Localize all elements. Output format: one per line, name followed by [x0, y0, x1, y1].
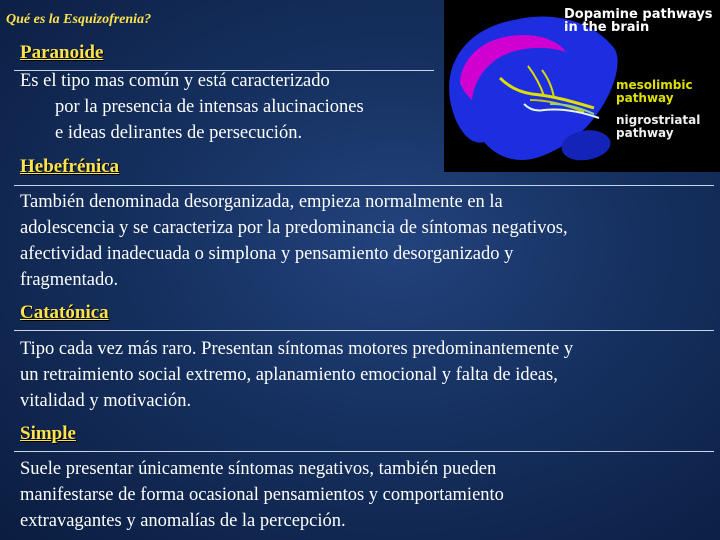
- text-hebefrenica: [20, 189, 568, 293]
- heading-simple: Simple: [20, 423, 76, 444]
- mesolimbic-label-1: mesolimbic: [616, 78, 693, 92]
- text-line: un retraimiento social extremo, aplanamiento emocional y falta de ideas,: [20, 365, 558, 385]
- slide-title: Qué es la Esquizofrenia?: [6, 12, 152, 27]
- heading-paranoide: Paranoide: [20, 42, 104, 63]
- text-line: e ideas delirantes de persecución.: [55, 123, 303, 143]
- figure-title-1: Dopamine pathways: [564, 7, 713, 22]
- brain-diagram: [444, 0, 720, 172]
- nigrostriatal-label-2: pathway: [616, 126, 674, 140]
- text-line: adolescencia y se caracteriza por la predominancia de síntomas negativos,: [20, 218, 568, 238]
- divider: [14, 185, 714, 186]
- text-simple: [20, 456, 504, 534]
- text-line: Tipo cada vez más raro. Presentan síntomas motores predominantemente y: [20, 339, 574, 359]
- text-line: por la presencia de intensas alucinaciones: [55, 97, 364, 117]
- text-line: Suele presentar únicamente síntomas negativos, también pueden: [20, 459, 497, 479]
- text-line: fragmentado.: [20, 270, 119, 290]
- text-line: afectividad inadecuada o simplona y pensamiento desorganizado y: [20, 244, 514, 264]
- text-line: extravagantes y anomalías de la percepción.: [20, 511, 346, 531]
- mesolimbic-label-2: pathway: [616, 91, 674, 105]
- heading-catatonica: Catatónica: [20, 302, 109, 323]
- divider: [14, 330, 714, 331]
- heading-hebefrenica: Hebefrénica: [20, 156, 120, 177]
- text-line: También denominada desorganizada, empieza normalmente en la: [20, 192, 503, 212]
- figure-title-2: in the brain: [564, 20, 650, 35]
- text-line: vitalidad y motivación.: [20, 391, 192, 411]
- text-catatonica: [20, 336, 573, 414]
- text-line: manifestarse de forma ocasional pensamientos y comportamiento: [20, 485, 504, 505]
- divider: [14, 451, 714, 452]
- text-paranoide: [20, 68, 364, 146]
- dopamine-pathways-figure: [444, 0, 720, 172]
- nigrostriatal-label-1: nigrostriatal: [616, 113, 701, 127]
- text-line: Es el tipo mas común y está caracterizado: [20, 71, 330, 91]
